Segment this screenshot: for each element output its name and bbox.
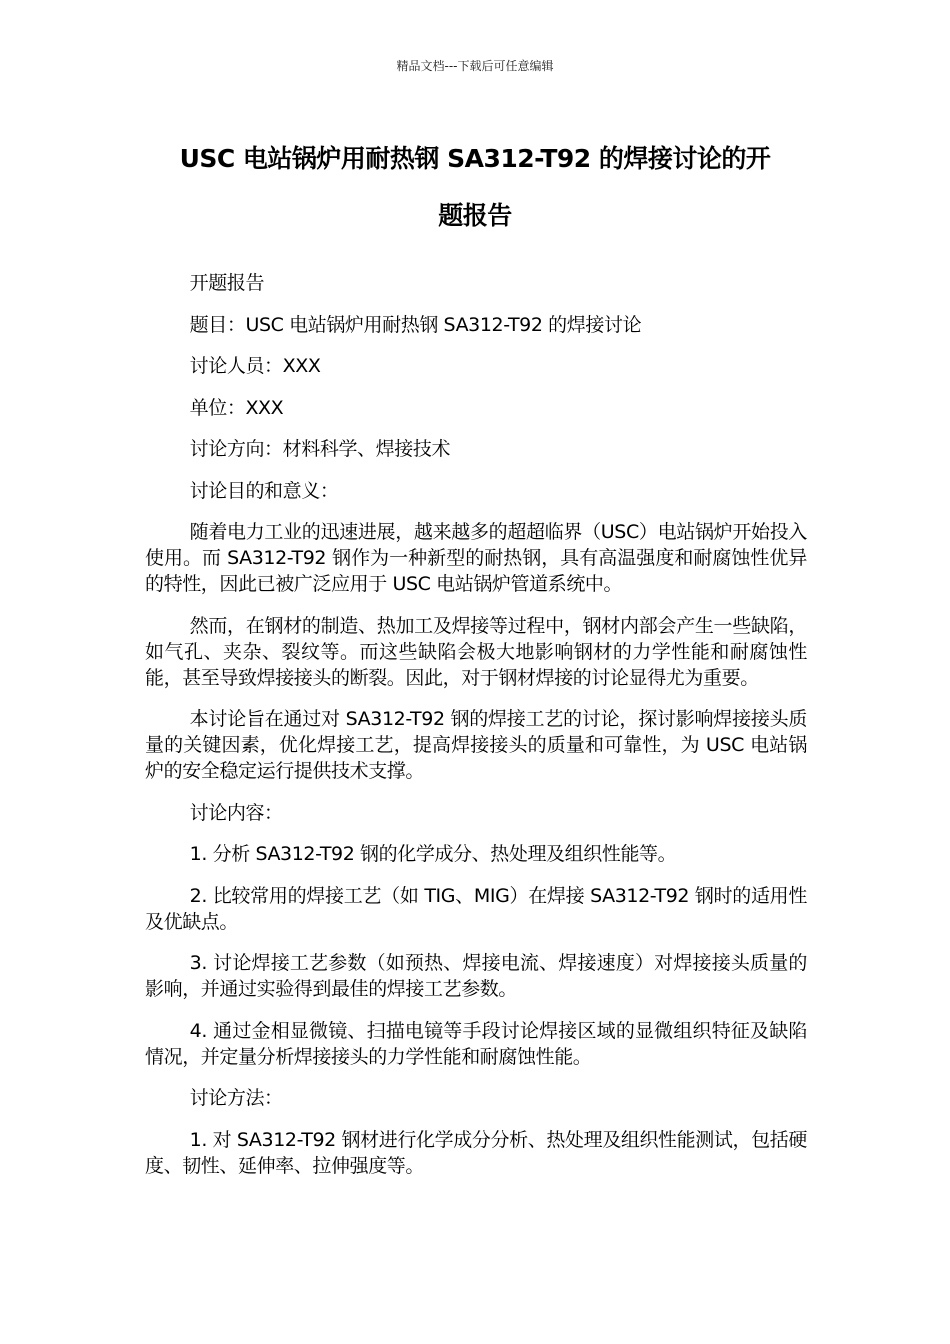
paragraph-purpose-1: 随着电力工业的迅速进展，越来越多的超超临界（USC）电站锅炉开始投入使用。而 SA312-T92 钢作为一种新型的耐热钢，具有高温强度和耐腐蚀性优异的特性，因此已被广泛应用于 USC 电站锅炉管道系统中。: [145, 521, 807, 595]
paragraph-purpose-2: 然而，在钢材的制造、热加工及焊接等过程中，钢材内部会产生一些缺陷，如气孔、夹杂、裂纹等。而这些缺陷会极大地影响钢材的力学性能和耐腐蚀性能，甚至导致焊接接头的断裂。因此，对于钢材焊接的讨论显得尤为重要。: [145, 614, 807, 689]
paragraph-unit: 单位：XXX: [189, 396, 284, 419]
document-title: [145, 130, 805, 244]
paragraph-content-3: 3. 讨论焊接工艺参数（如预热、焊接电流、焊接速度）对焊接接头质量的影响，并通过实验得到最佳的焊接工艺参数。: [145, 952, 807, 1000]
paragraph-researcher: 讨论人员：XXX: [189, 355, 321, 377]
paragraph-purpose-3: 本讨论旨在通过对 SA312-T92 钢的焊接工艺的讨论，探讨影响焊接接头质量的关键因素，优化焊接工艺，提高焊接接头的质量和可靠性，为 USC 电站锅炉的安全稳定运行提供技术支撑。: [145, 708, 807, 782]
paragraph-content-4: 4. 通过金相显微镜、扫描电镜等手段讨论焊接区域的显微组织特征及缺陷情况，并定量分析焊接接头的力学性能和耐腐蚀性能。: [145, 1019, 807, 1068]
paragraph-content-2: 2. 比较常用的焊接工艺（如 TIG、MIG）在焊接 SA312-T92 钢时的适用性及优缺点。: [145, 884, 807, 933]
paragraph-purpose-heading: 讨论目的和意义：: [189, 479, 339, 502]
paragraph-method-heading: 讨论方法：: [189, 1087, 283, 1109]
page-header: 精品文档---下载后可任意编辑: [396, 59, 554, 73]
paragraph-heading: 开题报告: [189, 272, 265, 294]
paragraph-method-1: 1. 对 SA312-T92 钢材进行化学成分分析、热处理及组织性能测试，包括硬度、韧性、延伸率、拉伸强度等。: [145, 1128, 807, 1177]
paragraph-content-1: 1. 分析 SA312-T92 钢的化学成分、热处理及组织性能等。: [189, 843, 677, 865]
document-title-line-1: USC 电站锅炉用耐热钢 SA312-T92 的焊接讨论的开: [179, 144, 771, 173]
document-title-line-2: 题报告: [438, 201, 512, 230]
paragraph-content-heading: 讨论内容：: [189, 801, 283, 824]
paragraph-direction: 讨论方向：材料科学、焊接技术: [189, 438, 451, 460]
paragraph-topic: 题目：USC 电站锅炉用耐热钢 SA312-T92 的焊接讨论: [189, 313, 642, 336]
document-body: [145, 270, 807, 1194]
